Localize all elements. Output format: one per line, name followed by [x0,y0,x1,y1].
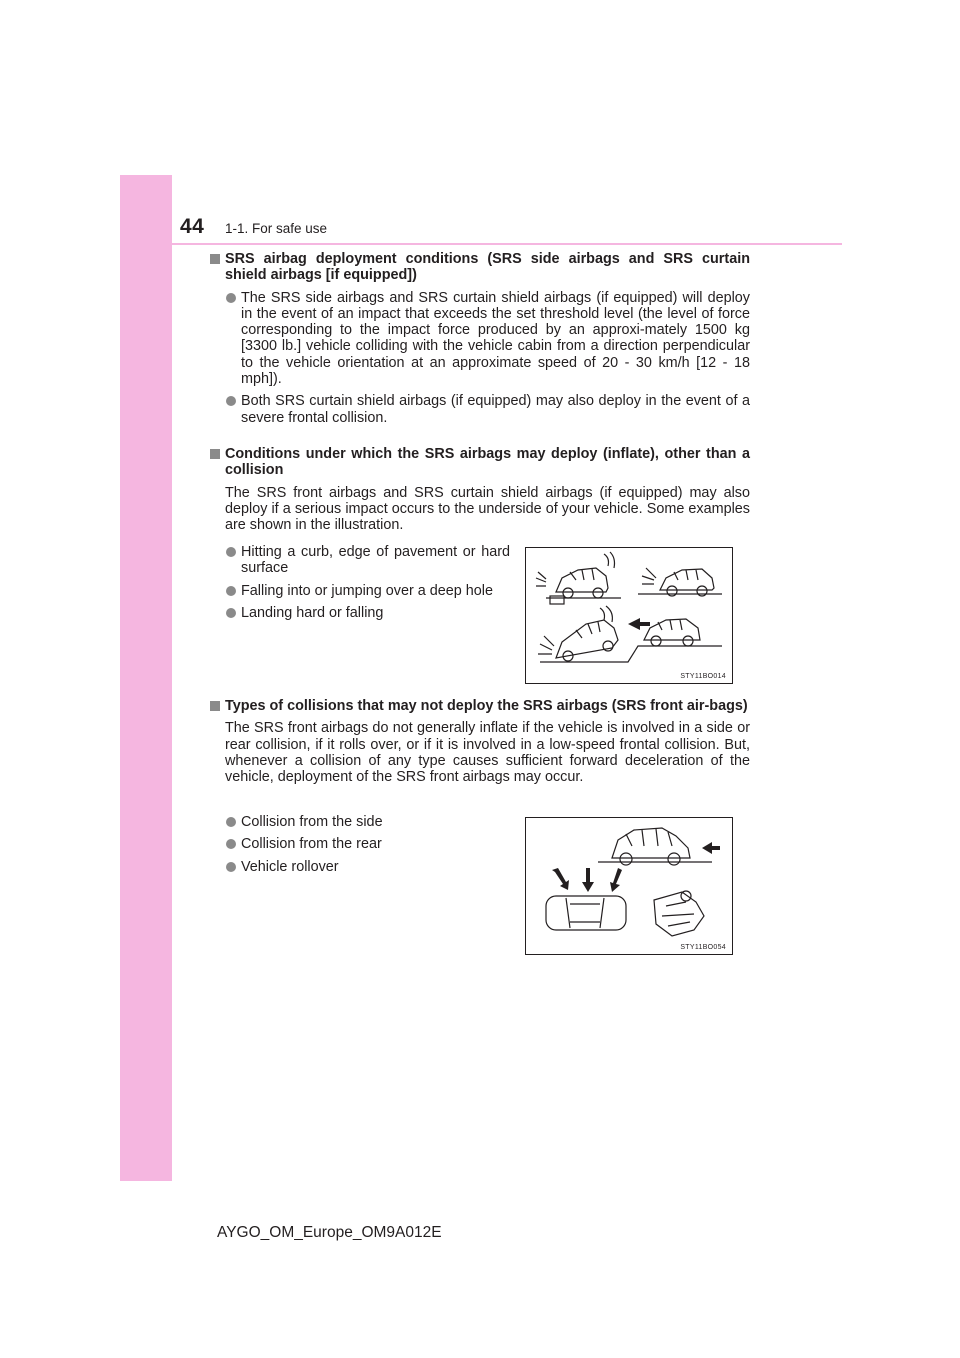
bullet-item: Falling into or jumping over a deep hole [210,583,510,599]
list-deploy-examples [210,544,510,627]
square-bullet-icon [210,449,220,459]
bullet-item: The SRS side airbags and SRS curtain shield airbags (if equipped) will deploy in the event of an impact that exceeds the set threshold level (the level of force corresponding to the impact force produced by an approxi-mately 1500 kg [3300 lb.] vehicle colliding with the vehicle cabin from a direction perpendicular to the vehicle orientation at an approximate speed of 20 - 30 km/h [12 - 18 mph]). [210,290,750,388]
header-rule [120,243,842,245]
heading-may-not-deploy: Types of collisions that may not deploy the SRS airbags (SRS front air-bags) [210,698,750,714]
section-may-not-deploy [210,698,750,791]
heading-other-than-collision: Conditions under which the SRS airbags may deploy (inflate), other than a collision [210,446,750,479]
paragraph-underside-impact: The SRS front airbags and SRS curtain shield airbags (if equipped) may also deploy if a serious impact occurs to the underside of your vehicle. Some examples are shown in the illustration. [225,484,750,534]
underside-impact-illustration [526,548,732,668]
bullet-item: Both SRS curtain shield airbags (if equipped) may also deploy in the event of a severe frontal collision. [210,393,750,426]
arrow-left-icon [628,618,650,630]
bullet-item: Hitting a curb, edge of pavement or hard surface [210,544,510,577]
section-side-deploy [210,251,750,432]
round-bullet-icon [226,396,236,406]
pink-sidebar-tab [120,175,172,1181]
round-bullet-icon [226,293,236,303]
figure-id: STY11BO014 [680,673,726,680]
page-number: 44 [180,215,205,238]
list-non-deploy-collisions [210,814,510,881]
round-bullet-icon [226,547,236,557]
figure-non-deploy-collisions [525,817,733,955]
round-bullet-icon [226,839,236,849]
section-other-than-collision [210,446,750,539]
figure-id: STY11BO054 [680,944,726,951]
section-title: 1-1. For safe use [225,221,328,236]
round-bullet-icon [226,862,236,872]
side-rear-rollover-illustration [526,818,732,940]
bullet-item: Vehicle rollover [210,859,510,875]
round-bullet-icon [226,817,236,827]
bullet-item: Collision from the side [210,814,510,830]
square-bullet-icon [210,701,220,711]
square-bullet-icon [210,254,220,264]
bullet-item: Collision from the rear [210,836,510,852]
round-bullet-icon [226,608,236,618]
impact-arrows-icon [552,842,720,892]
document-id: AYGO_OM_Europe_OM9A012E [217,1224,442,1241]
round-bullet-icon [226,586,236,596]
paragraph-no-inflate: The SRS front airbags do not generally inflate if the vehicle is involved in a side or rear collision, if it rolls over, or if it is involved in a low-speed frontal collision. But, whenever a collision of any type causes sufficient forward deceleration of the vehicle, deployment of the SRS front airbags may occur. [225,720,750,786]
bullet-item: Landing hard or falling [210,605,510,621]
figure-underside-impacts [525,547,733,684]
heading-side-deploy: SRS airbag deployment conditions (SRS side airbags and SRS curtain shield airbags [if equipped]) [210,251,750,284]
